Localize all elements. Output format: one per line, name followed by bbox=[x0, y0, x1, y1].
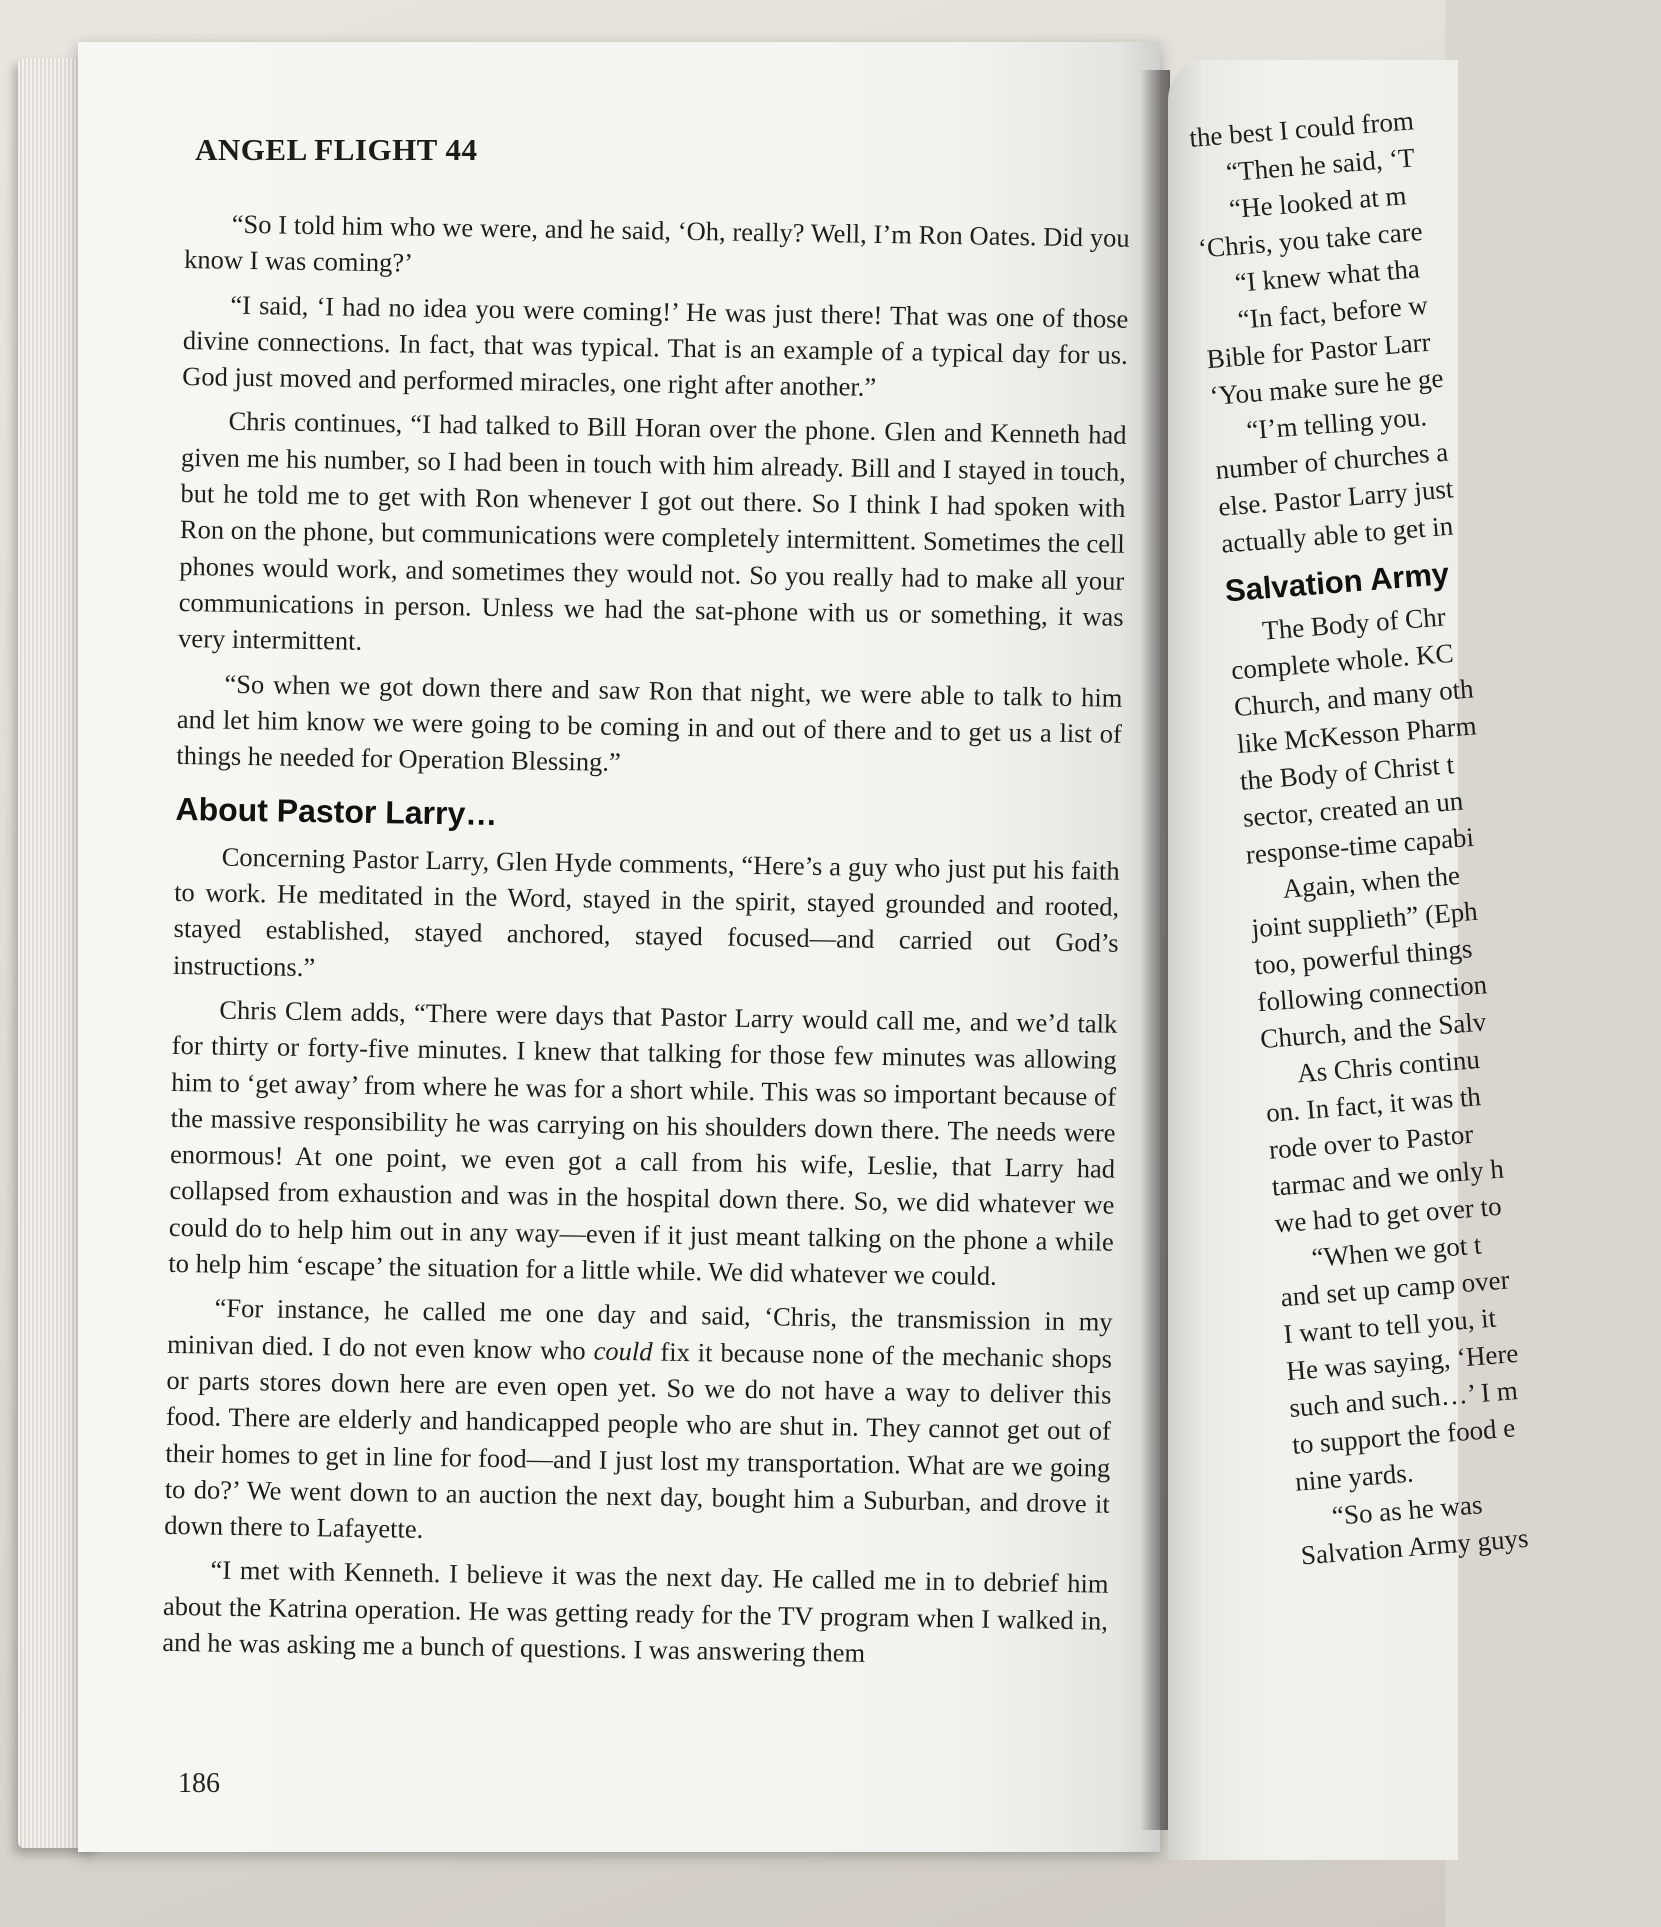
right-page-line: He was saying, ‘Here bbox=[1285, 1337, 1520, 1387]
right-page-line: the Body of Christ t bbox=[1238, 749, 1456, 796]
paragraph: “I met with Kenneth. I believe it was the next day. He called me in to debrief him about the Katrina operation. He was getting ready for the TV program when I walked in, and he was asking me a bunch of questions. I was answering them bbox=[162, 1554, 1109, 1668]
right-page-line: rode over to Pastor bbox=[1267, 1118, 1475, 1165]
right-page-line: “So as he was bbox=[1330, 1489, 1484, 1531]
right-page-line: ‘You make sure he ge bbox=[1208, 362, 1445, 412]
right-page-line: tarmac and we only h bbox=[1270, 1153, 1505, 1202]
right-page-line: As Chris continu bbox=[1295, 1044, 1481, 1089]
right-page-line: “Then he said, ‘T bbox=[1225, 142, 1416, 188]
page-number: 186 bbox=[178, 1768, 220, 1799]
right-page-line: number of churches a bbox=[1214, 436, 1450, 485]
right-page-line: the best I could from bbox=[1188, 105, 1415, 153]
right-page-line: else. Pastor Larry just bbox=[1217, 473, 1455, 522]
right-page bbox=[1168, 60, 1530, 1860]
right-page-line: “He looked at m bbox=[1227, 180, 1408, 225]
paragraph: “So I told him who we were, and he said, ‘Oh, really? Well, I’m Ron Oates. Did you know I was coming?’ bbox=[183, 208, 1130, 278]
right-page-line: actually able to get in bbox=[1220, 510, 1455, 559]
right-page-line: nine yards. bbox=[1293, 1457, 1415, 1497]
text-span: “For instance, he called me one day and said, ‘Chris, the transmission in my minivan died. I do not even know who bbox=[166, 1292, 1113, 1366]
right-page-line: and set up camp over bbox=[1279, 1264, 1511, 1313]
right-page-line: joint supplieth” (Eph bbox=[1250, 895, 1479, 944]
right-page-line: “I knew what tha bbox=[1233, 253, 1421, 298]
right-page-line: response-time capabi bbox=[1244, 821, 1475, 870]
right-page-line: too, powerful things bbox=[1253, 933, 1474, 981]
paragraph-minivan bbox=[164, 1289, 1113, 1558]
right-page-line: Salvation Army guys bbox=[1299, 1522, 1530, 1571]
right-page-line: I want to tell you, it bbox=[1282, 1302, 1498, 1350]
text-span: fix it because none of the mechanic shops or parts stores down here are even open yet. So we do not have a way to deliver this food. There are elderly and handicapped people who are shut in. They cannot get out of their homes to get in line for food—and I just lost my transportation. What are we going to do?’ We went down to an auction the next day, bought him a Suburban, and drove it down there to Lafayette. bbox=[164, 1336, 1113, 1544]
right-page-line: ‘Chris, you take care bbox=[1196, 216, 1424, 264]
running-header: ANGEL FLIGHT 44 bbox=[195, 132, 478, 167]
right-page-text bbox=[1188, 92, 1661, 1575]
right-page-line: Church, and many oth bbox=[1233, 673, 1475, 723]
right-page-line: “When we got t bbox=[1310, 1229, 1483, 1273]
right-page-lines-bottom bbox=[1227, 587, 1661, 1574]
right-page-line: sector, created an un bbox=[1241, 785, 1465, 833]
right-page-line: like McKesson Pharm bbox=[1235, 710, 1478, 760]
paragraph: Chris Clem adds, “There were days that Pastor Larry would call me, and we’d talk for thirty or forty-five minutes. I knew that talking for those few minutes was allowing him to ‘get away’ from where he was for a short while. This was so important because of the massive responsibility he was carrying on his shoulders down there. The needs were enormous! At one point, we even got a call from his wife, Leslie, that Larry had collapsed from exhaustion and was in the hospital down there. So, we did whatever we could do to help him out in any way—even if it just meant talking on the phone a while to help him ‘escape’ the situation for a little while. We did whatever we could. bbox=[168, 994, 1118, 1291]
right-page-line: Bible for Pastor Larr bbox=[1205, 326, 1432, 375]
right-page-line: Church, and the Salv bbox=[1259, 1006, 1488, 1055]
paragraph: Chris continues, “I had talked to Bill Horan over the phone. Glen and Kenneth had given me his number, so I had been in touch with him already. Bill and I stayed in touch, but he told me to get with Ron whenever I got out there. So I think I had spoken with Ron on the phone, but communications were completely intermittent. Sometimes the cell phones would work, and sometimes they would not. So you really had to make all your communications in person. Unless we had the sat-phone with us or something, it was very intermittent. bbox=[177, 406, 1127, 657]
right-page-lines-top bbox=[1188, 92, 1582, 563]
paragraph: “I said, ‘I had no idea you were coming!’ He was just there! That was one of those divine connections. In fact, that was typical. That is an example of a typical day for us. God just moved and performed miracles, one right after another.” bbox=[182, 289, 1129, 403]
right-page-line: Again, when the bbox=[1281, 860, 1461, 904]
right-page-line: such and such…’ I m bbox=[1288, 1375, 1519, 1423]
right-page-line: The Body of Chr bbox=[1261, 601, 1447, 646]
book-gutter-shadow bbox=[1140, 70, 1170, 1830]
right-section-heading: Salvation Army bbox=[1223, 555, 1451, 609]
right-page-line: complete whole. KC bbox=[1230, 637, 1455, 686]
paragraph: Concerning Pastor Larry, Glen Hyde comments, “Here’s a guy who just put his faith to work. He meditated in the Word, stayed in the spirit, stayed grounded and rooted, stayed established, stayed anchored, stayed focused—and carried out God’s instructions.” bbox=[172, 841, 1120, 982]
right-page-line: following connection bbox=[1256, 969, 1489, 1018]
right-page-line: “In fact, before w bbox=[1236, 289, 1429, 335]
paragraph: “So when we got down there and saw Ron that night, we were able to talk to him and let him know we were going to be coming in and out of there and to get us a list of things he needed for Operation Blessing.” bbox=[176, 668, 1123, 778]
right-page-line: on. In fact, it was th bbox=[1264, 1081, 1482, 1128]
emphasis-text: could bbox=[593, 1335, 653, 1367]
right-page-line: “I’m telling you. bbox=[1245, 401, 1428, 446]
right-page-line: we had to get over to bbox=[1273, 1190, 1503, 1239]
section-heading: About Pastor Larry… bbox=[175, 791, 498, 833]
left-page-text bbox=[162, 205, 1130, 1683]
right-page-line: to support the food e bbox=[1291, 1412, 1517, 1460]
